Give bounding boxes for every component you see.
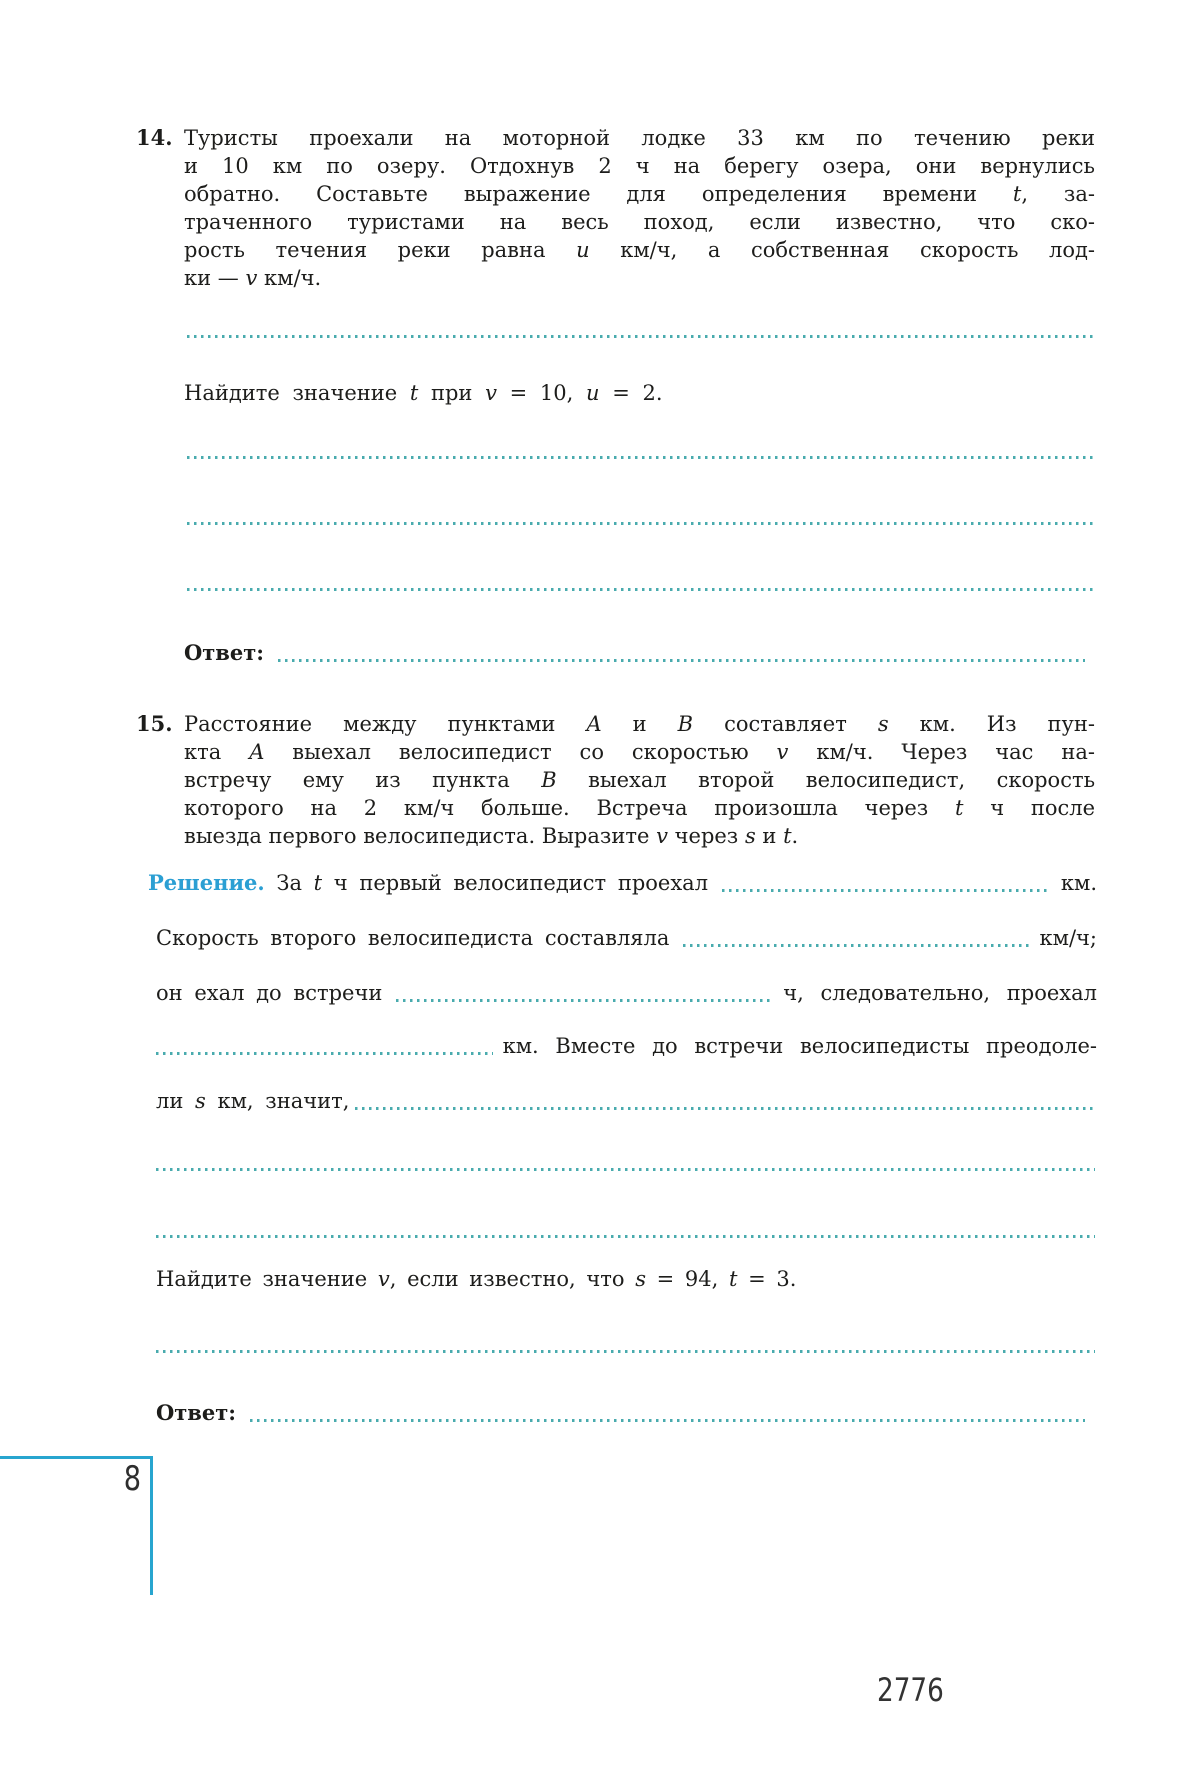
find-text: при [418, 381, 486, 405]
math-var-v: v [245, 266, 258, 290]
problem-text: км. Из пун- [888, 712, 1095, 736]
page-tab-number: 8 [123, 1459, 141, 1499]
solution-text: ч, следовательно, проехал [783, 981, 1097, 1005]
dotted-answer-fill [278, 659, 1085, 662]
solution-line-2 [156, 923, 1097, 953]
dotted-answer-fill [355, 1107, 1097, 1110]
find-text: Найдите значение [184, 381, 410, 405]
problem-text: кта [184, 740, 250, 764]
math-var-t: t [1012, 182, 1022, 206]
solution-line-4 [156, 1031, 1097, 1061]
problem-text: рость течения реки равна [184, 238, 577, 262]
dotted-answer-fill [683, 944, 1029, 947]
problem-14-line [184, 180, 1095, 208]
problem-15-number: 15. [136, 711, 173, 736]
problem-15-find-value [156, 1264, 796, 1294]
problem-text: траченного туристами на весь поход, если известно, что ско- [184, 210, 1095, 234]
answer-row-14 [184, 638, 1095, 668]
dotted-answer-line [187, 588, 1095, 591]
dotted-answer-fill [722, 889, 1051, 892]
math-var-u: u [576, 238, 590, 262]
problem-14-find-value [184, 378, 663, 408]
find-text: , если известно, что [389, 1267, 636, 1291]
math-var-s: s [744, 824, 756, 848]
problem-14-line [184, 208, 1095, 236]
problem-text: встречу ему из пункта [184, 768, 542, 792]
problem-15-line [184, 738, 1095, 766]
math-var-v: v [656, 824, 668, 848]
problem-text: выехал второй велосипедист, скорость [556, 768, 1095, 792]
dotted-answer-line [156, 1168, 1095, 1171]
problem-15-line [184, 822, 1095, 850]
math-var-v: v [485, 381, 497, 405]
math-var-B: B [541, 768, 557, 792]
solution-text: За t ч первый велосипедист проехал [264, 871, 709, 895]
problem-text: ч после [963, 796, 1095, 820]
answer-row-15 [156, 1398, 1095, 1428]
problem-text: км/ч. Через час на- [788, 740, 1095, 764]
solution-text: км. [1060, 871, 1097, 895]
math-var-u: u [586, 381, 600, 405]
dotted-answer-fill [396, 999, 773, 1002]
math-var-A: A [249, 740, 265, 764]
find-text: Найдите значение [156, 1267, 378, 1291]
math-var-t: t [729, 1267, 738, 1291]
problem-15-line [184, 766, 1095, 794]
problem-15-line [184, 794, 1095, 822]
dotted-answer-line [187, 522, 1095, 525]
problem-14-line [184, 152, 1095, 180]
problem-text: и [601, 712, 678, 736]
problem-14-line [184, 236, 1095, 264]
dotted-answer-line [187, 335, 1095, 338]
problem-text: и 10 км по озеру. Отдохнув 2 ч на берегу озера, они вернулись [184, 154, 1095, 178]
dotted-answer-line [156, 1350, 1095, 1353]
solution-text: он ехал до встречи [156, 981, 383, 1005]
problem-text: км/ч, а собственная скорость лод- [589, 238, 1095, 262]
solution-text: км. Вместе до встречи велосипедисты преодоле- [502, 1034, 1097, 1058]
solution-text: ли s км, значит, [156, 1089, 350, 1113]
problem-text: , за- [1021, 182, 1096, 206]
problem-text: Расстояние между пунктами [184, 712, 587, 736]
problem-text: . [791, 824, 799, 848]
footer-code: 2776 [877, 1671, 944, 1709]
problem-14-line [184, 264, 1095, 292]
problem-14-number: 14. [136, 125, 173, 150]
math-var-B: B [677, 712, 694, 736]
find-text: = 10, [496, 381, 587, 405]
math-var-A: A [586, 712, 602, 736]
problem-text: через [667, 824, 745, 848]
math-var-t: t [409, 381, 419, 405]
math-var-t: t [313, 871, 323, 895]
find-text: = 94, [645, 1267, 729, 1291]
solution-line-5 [156, 1086, 1097, 1116]
problem-text: которого на 2 км/ч больше. Встреча произошла через [184, 796, 955, 820]
dotted-answer-line [187, 456, 1095, 459]
answer-label: Ответ: [184, 640, 265, 665]
problem-15 [136, 710, 1095, 850]
solution-line-1 [148, 868, 1097, 898]
problem-text: Туристы проехали на моторной лодке 33 км по течению реки [184, 126, 1095, 150]
dotted-answer-fill [156, 1052, 493, 1055]
solution-line-3 [156, 978, 1097, 1008]
find-text: = 2. [599, 381, 663, 405]
dotted-answer-fill [250, 1419, 1085, 1422]
page-tab-vertical-line [150, 1456, 153, 1595]
math-var-s: s [635, 1267, 646, 1291]
math-var-s: s [877, 712, 889, 736]
problem-text: обратно. Составьте выражение для определения времени [184, 182, 1013, 206]
math-var-v: v [377, 1267, 390, 1291]
problem-text: выехал велосипедист со скоростью [264, 740, 777, 764]
problem-text: составляет [693, 712, 878, 736]
math-var-t: t [783, 824, 792, 848]
problem-text: выезда первого велосипедиста. Выразите [184, 824, 657, 848]
dotted-answer-line [156, 1235, 1095, 1238]
problem-15-line [184, 710, 1095, 738]
solution-text: Скорость второго велосипедиста составляла [156, 926, 670, 950]
problem-14 [136, 124, 1096, 292]
problem-14-line [184, 124, 1095, 152]
solution-label: Решение. [148, 870, 265, 895]
problem-text: км/ч. [257, 266, 322, 290]
problem-text: и [755, 824, 784, 848]
math-var-t: t [955, 796, 964, 820]
problem-text: ки — [184, 266, 246, 290]
solution-text: км/ч; [1039, 926, 1097, 950]
find-text: = 3. [737, 1267, 797, 1291]
answer-label: Ответ: [156, 1400, 237, 1425]
math-var-s: s [195, 1089, 206, 1113]
math-var-v: v [776, 740, 789, 764]
